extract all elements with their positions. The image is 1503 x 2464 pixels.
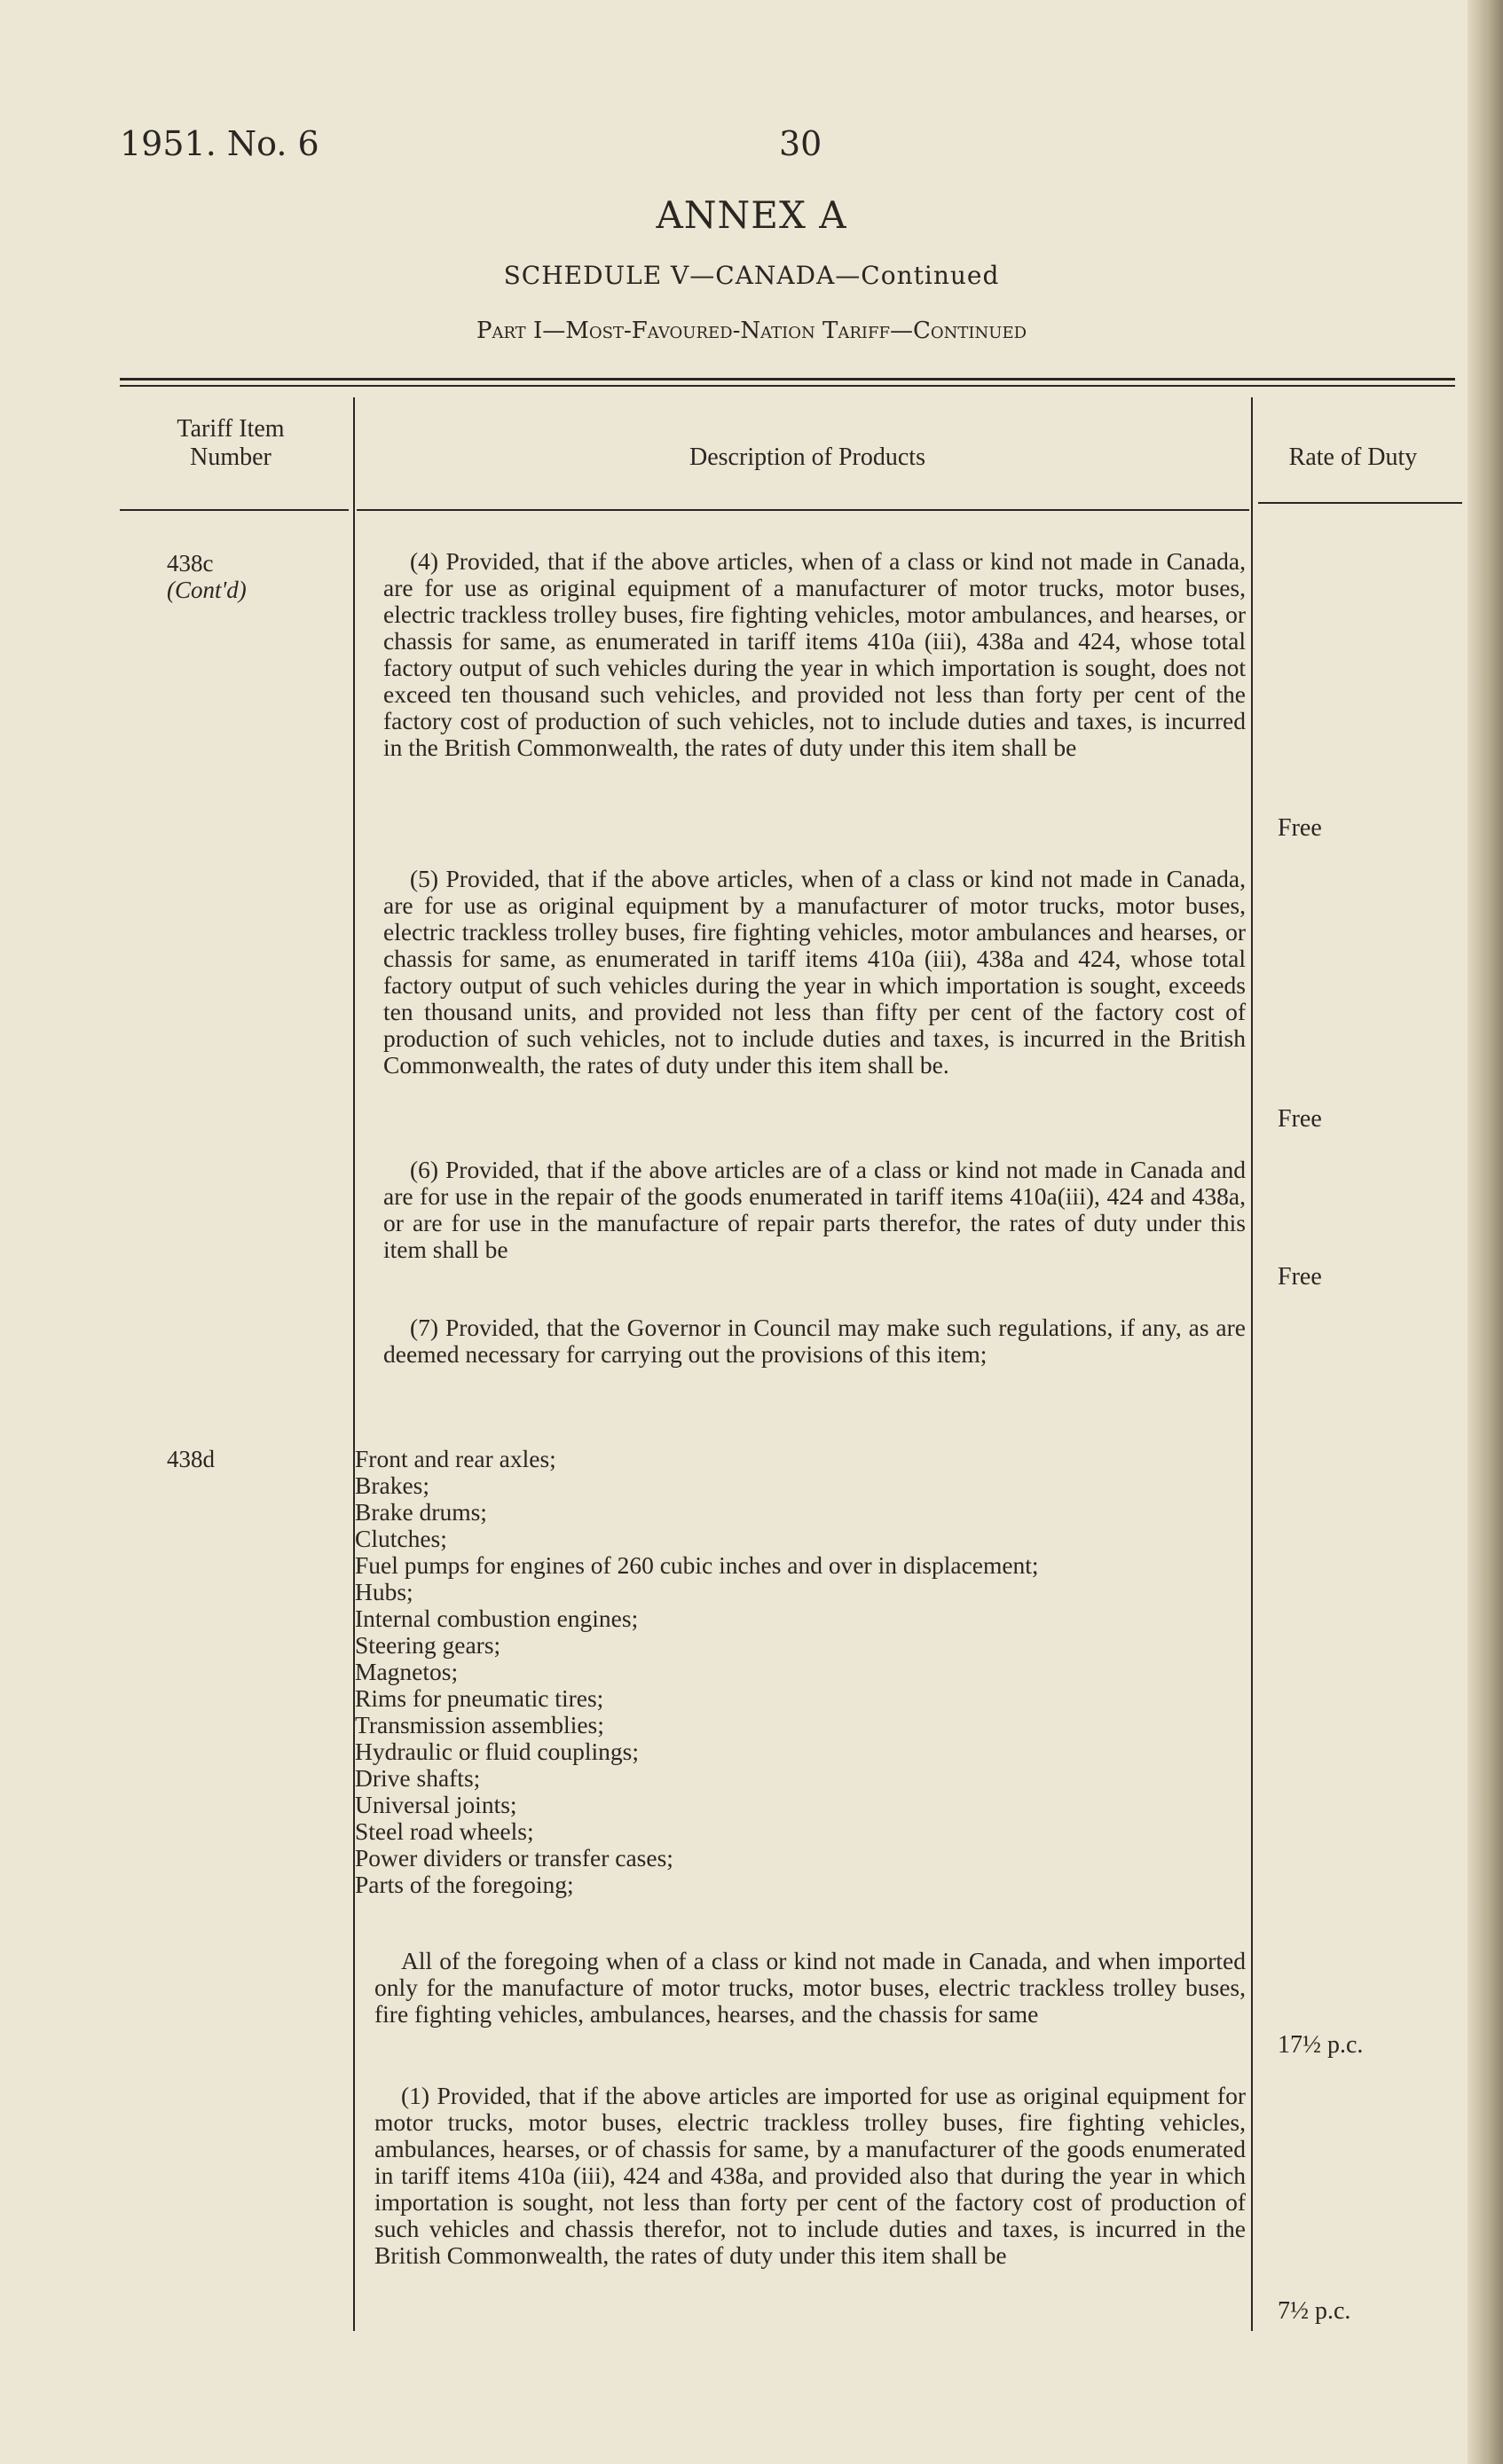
column-header-item: Tariff Item Number <box>177 415 285 471</box>
list-item: Magnetos; <box>355 1658 459 1685</box>
list-item: Internal combustion engines; <box>355 1605 639 1632</box>
column-divider-right <box>1251 397 1253 2331</box>
rate-of-duty: 17½ p.c. <box>1278 2031 1364 2059</box>
rate-of-duty: Free <box>1278 1105 1322 1133</box>
list-item: Brake drums; <box>355 1498 487 1526</box>
part-title: Part I—Most-Favoured-Nation Tariff—Continued <box>476 318 1027 344</box>
rate-of-duty: 7½ p.c. <box>1278 2297 1351 2325</box>
header-rule-rate <box>1258 502 1462 504</box>
list-item: Steel road wheels; <box>355 1817 534 1845</box>
rate-of-duty: Free <box>1278 1263 1322 1291</box>
header-rule-item <box>120 509 349 511</box>
list-item: Front and rear axles; <box>355 1445 556 1472</box>
item-number-text: 438c <box>167 550 214 577</box>
top-double-rule-lower <box>120 385 1455 387</box>
list-item: Parts of the foregoing; <box>355 1871 574 1898</box>
description-paragraph <box>383 1157 1246 1263</box>
book-spine-shadow <box>1468 0 1503 2464</box>
list-item: Rims for pneumatic tires; <box>355 1684 604 1712</box>
description-paragraph <box>383 548 1246 761</box>
rate-of-duty: Free <box>1278 814 1322 842</box>
paragraph-text: (5) Provided, that if the above articles, when of a class or kind not made in Canada, are for use as original equipment by a manufacturer of motor trucks, motor buses, electric trackless trolley buses, fire fighting vehicles, motor ambulances and hearses, or chassis for same, as enumerated in tariff items 410a (iii), 438a and 424, whose total factory output of such vehicles during the year in which importation is sought, exceeds ten thousand units, and provided not less than fifty per cent of the factory cost of production of such vehicles, not to include duties and taxes, is incurred in the British Commonwealth, the rates of duty under this item shall be. <box>383 865 1246 1079</box>
header-rule-description <box>357 509 1249 511</box>
list-item: Hubs; <box>355 1578 413 1605</box>
year-and-number: 1951. No. 6 <box>120 124 319 163</box>
list-item: Clutches; <box>355 1525 447 1552</box>
parts-list <box>355 1446 1242 1898</box>
description-paragraph <box>374 2083 1246 2269</box>
column-header-description: Description of Products <box>689 443 925 471</box>
top-double-rule-upper <box>120 378 1455 381</box>
tariff-item-number <box>167 550 247 603</box>
list-item: Universal joints; <box>355 1791 517 1818</box>
description-paragraph <box>383 1314 1246 1368</box>
list-item: Fuel pumps for engines of 260 cubic inches and over in displacement; <box>355 1551 1039 1579</box>
page-number: 30 <box>779 124 822 163</box>
column-header-rate: Rate of Duty <box>1288 443 1418 471</box>
paragraph-text: (7) Provided, that the Governor in Council may make such regulations, if any, as are deemed necessary for carrying out the provisions of this item; <box>383 1314 1246 1368</box>
list-item: Transmission assemblies; <box>355 1711 604 1738</box>
item-number-text: 438d <box>167 1446 215 1472</box>
description-paragraph <box>374 1948 1246 2028</box>
paragraph-text: (1) Provided, that if the above articles are imported for use as original equipment for motor trucks, motor buses, electric trackless trolley buses, fire fighting vehicles, ambulances, hearses, or of chassis for same, by a manufacturer of the goods enumerated in tariff items 410a (iii), 424 and 438a, and provided also that during the year in which importation is sought, not less than forty per cent of the factory cost of production of such vehicles and chassis therefor, not to include duties and taxes, is incurred in the British Commonwealth, the rates of duty under this item shall be <box>374 2082 1246 2269</box>
paragraph-text: (6) Provided, that if the above articles are of a class or kind not made in Canada and are for use in the repair of the goods enumerated in tariff items 410a(iii), 424 and 438a, or are for use in the manufacture of repair parts therefor, the rates of duty under this item shall be <box>383 1156 1246 1263</box>
list-item: Hydraulic or fluid couplings; <box>355 1738 640 1765</box>
list-item: Steering gears; <box>355 1631 501 1659</box>
paragraph-text: All of the foregoing when of a class or kind not made in Canada, and when imported only for the manufacture of motor trucks, motor buses, electric trackless trolley buses, fire fighting vehicles, ambulances, hearses, and the chassis for same <box>374 1947 1246 2028</box>
description-paragraph <box>383 866 1246 1079</box>
tariff-item-number <box>167 1446 215 1472</box>
list-item: Drive shafts; <box>355 1764 481 1792</box>
list-item: Power dividers or transfer cases; <box>355 1844 673 1872</box>
list-left-border <box>353 1675 355 2331</box>
annex-title: ANNEX A <box>656 193 847 237</box>
item-continued-note: (Cont'd) <box>167 577 247 603</box>
paragraph-text: (4) Provided, that if the above articles, when of a class or kind not made in Canada, are for use as original equipment of a manufacturer of motor trucks, motor buses, electric trackless trolley buses, fire fighting vehicles, motor ambulances, and hearses, or chassis for same, as enumerated in tariff items 410a (iii), 438a and 424, whose total factory output of such vehicles during the year in which importation is sought, does not exceed ten thousand such vehicles, and provided not less than forty per cent of the factory cost of production of such vehicles, not to include duties and taxes, is incurred in the British Commonwealth, the rates of duty under this item shall be <box>383 547 1246 761</box>
schedule-title: SCHEDULE V—CANADA—Continued <box>503 261 1000 290</box>
list-item: Brakes; <box>355 1471 430 1499</box>
